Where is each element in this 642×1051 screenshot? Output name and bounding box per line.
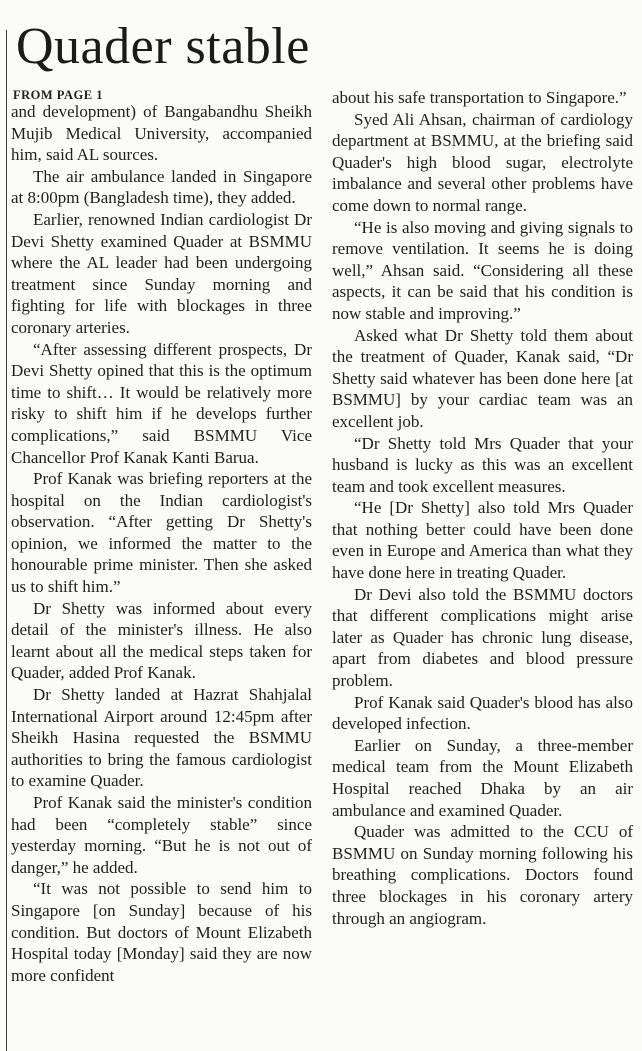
left-margin-rule: [6, 30, 7, 1051]
paragraph: “He [Dr Shetty] also told Mrs Quader that nothing better could have been done even in Europe and America than what they have done here in treating Quader.: [332, 498, 633, 583]
headline: Quader stable: [16, 18, 310, 75]
paragraph: and development) of Bangabandhu Sheikh Mujib Medical University, accompanied him, said AL sources.: [11, 102, 312, 165]
paragraph: Earlier on Sunday, a three-member medical team from the Mount Elizabeth Hospital reached Dhaka by an air ambulance and examined Quader.: [332, 735, 633, 820]
paragraph: Quader was admitted to the CCU of BSMMU on Sunday morning following his breathing complications. Doctors found three blockages in his coronary artery through an angiogram.: [332, 822, 633, 928]
paragraph: “He is also moving and giving signals to remove ventilation. It seems he is doing well,” Ahsan said. “Considering all these aspects, it can be said that his condition is now stable and improving.”: [332, 217, 633, 323]
paragraph: Earlier, renowned Indian cardiologist Dr Devi Shetty examined Quader at BSMMU where the AL leader had been undergoing treatment since Sunday morning and fighting for life with blockages in three coronary arteries.: [11, 209, 312, 337]
paragraph: Prof Kanak said Quader's blood has also developed infection.: [332, 692, 633, 734]
paragraph: Prof Kanak said the minister's condition had been “completely stable” since yesterday morning. “But he is not out of danger,” he added.: [11, 793, 312, 877]
continuation-kicker: FROM PAGE 1: [13, 88, 103, 102]
paragraph: about his safe transportation to Singapore.”: [332, 88, 627, 107]
paragraph: The air ambulance landed in Singapore at 8:00pm (Bangladesh time), they added.: [11, 166, 312, 208]
paragraph: “It was not possible to send him to Singapore [on Sunday] because of his condition. But doctors of Mount Elizabeth Hospital today [Monday] said they are now more confident: [11, 879, 312, 985]
paragraph: Dr Shetty landed at Hazrat Shahjalal International Airport around 12:45pm after Sheikh Hasina requested the BSMMU authorities to bring the famous cardiologist to examine Quader.: [11, 685, 312, 791]
paragraph: “Dr Shetty told Mrs Quader that your husband is lucky as this was an excellent team and took excellent measures.: [332, 433, 633, 496]
paragraph: Dr Shetty was informed about every detail of the minister's illness. He also learnt about all the medical steps taken for Quader, added Prof Kanak.: [11, 598, 312, 683]
paragraph: Prof Kanak was briefing reporters at the hospital on the Indian cardiologist's observation. “After getting Dr Shetty's opinion, we informed the matter to the honourable prime minister. Then she asked us to shift him.”: [11, 469, 312, 597]
paragraph: Asked what Dr Shetty told them about the treatment of Quader, Kanak said, “Dr Shetty said whatever has been done here [at BSMMU] by your cardiac team was an excellent job.: [332, 325, 633, 431]
paragraph: “After assessing different prospects, Dr Devi Shetty opined that this is the optimum time to shift… It would be relatively more risky to shift him if he develops further complications,” said BSMMU Vice Chancellor Prof Kanak Kanti Barua.: [11, 339, 312, 467]
paragraph: Syed Ali Ahsan, chairman of cardiology department at BSMMU, at the briefing said Quader's high blood sugar, electrolyte imbalance and several other problems have come down to normal range.: [332, 109, 633, 215]
paragraph: Dr Devi also told the BSMMU doctors that different complications might arise later as Quader has chronic lung disease, apart from diabetes and blood pressure problem.: [332, 584, 633, 691]
article-column-right: [332, 87, 633, 929]
article-column-left: [11, 101, 312, 986]
